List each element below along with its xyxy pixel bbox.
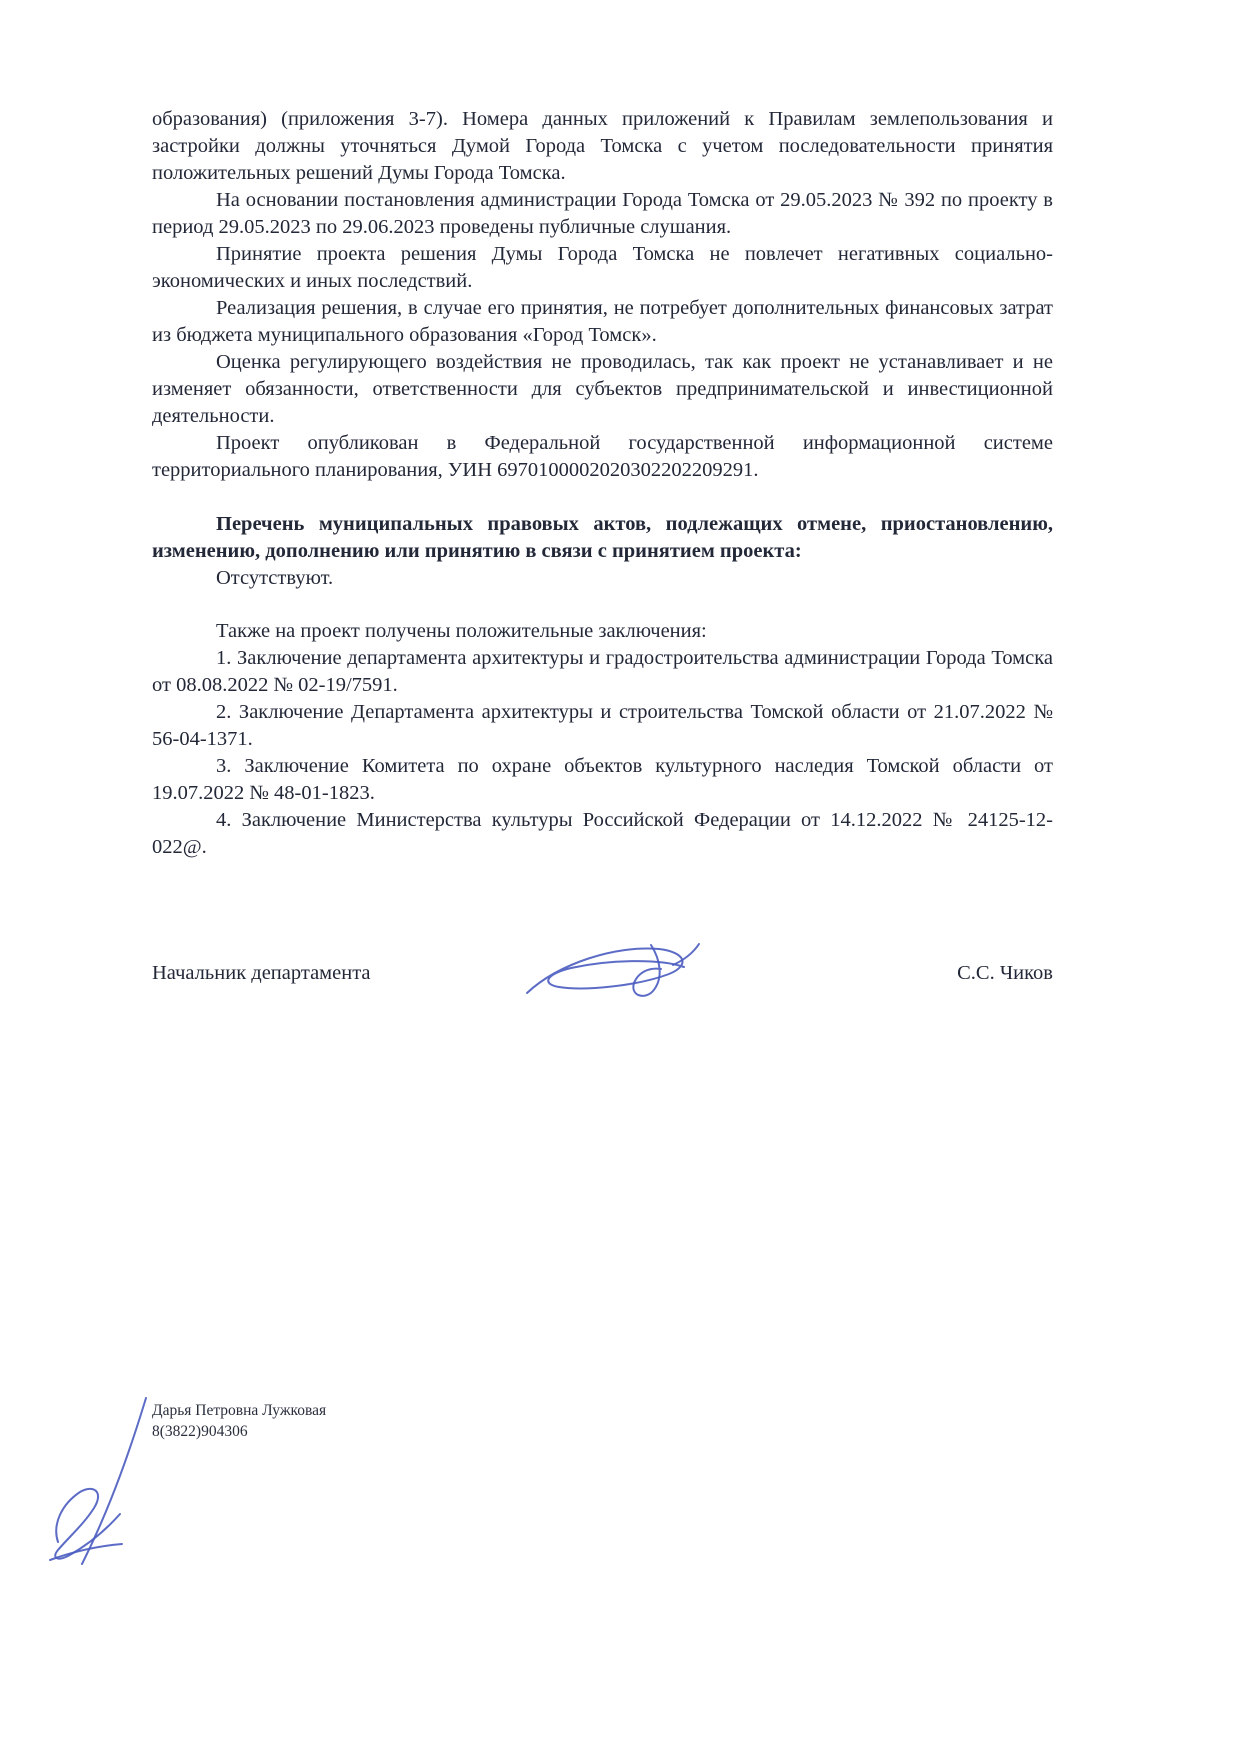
signer-position-title: Начальник департамента [152, 961, 371, 984]
body-paragraph: Реализация решения, в случае его принятия, не потребует дополнительных финансовых затрат из бюджета муниципального образования «Город Томск». [152, 297, 1053, 346]
executor-phone: 8(3822)904306 [152, 1423, 248, 1440]
conclusion-item: 4. Заключение Министерства культуры Российской Федерации от 14.12.2022 № 24125-12-022@. [152, 809, 1053, 858]
body-paragraph: Принятие проекта решения Думы Города Томска не повлечет негативных социально-экономических и иных последствий. [152, 243, 1053, 292]
conclusion-item: 3. Заключение Комитета по охране объектов культурного наследия Томской области от 19.07.2022 № 48-01-1823. [152, 755, 1053, 804]
body-paragraph: Оценка регулирующего воздействия не проводилась, так как проект не устанавливает и не изменяет обязанности, ответственности для субъектов предпринимательской и инвестиционной деятельности. [152, 351, 1053, 427]
document-body [152, 106, 1053, 1009]
signer-name: С.С. Чиков [957, 961, 1053, 984]
conclusion-item: 1. Заключение департамента архитектуры и градостроительства администрации Города Томска от 08.08.2022 № 02-19/7591. [152, 647, 1053, 696]
body-paragraph: образования) (приложения 3-7). Номера данных приложений к Правилам землепользования и застройки должны уточняться Думой Города Томска с учетом последовательности принятия положительных решений Думы Города Томска. [152, 108, 1053, 184]
body-paragraph: На основании постановления администрации Города Томска от 29.05.2023 № 392 по проекту в период 29.05.2023 по 29.06.2023 проведены публичные слушания. [152, 189, 1053, 238]
handwritten-signature [519, 937, 709, 1009]
executor-handwritten-initials [28, 1392, 168, 1572]
conclusion-item: 2. Заключение Департамента архитектуры и строительства Томской области от 21.07.2022 № 56-04-1371. [152, 701, 1053, 750]
executor-block [152, 1400, 326, 1442]
repeal-heading: Перечень муниципальных правовых актов, подлежащих отмене, приостановлению, изменению, дополнению или принятию в связи с принятием проекта: [152, 513, 1053, 562]
signature-row [152, 937, 1053, 1009]
repeal-answer: Отсутствуют. [216, 567, 334, 589]
conclusions-intro: Также на проект получены положительные заключения: [216, 620, 707, 642]
body-paragraph: Проект опубликован в Федеральной государственной информационной системе территориального планирования, УИН 6970100002020302202209291. [152, 432, 1053, 481]
executor-name: Дарья Петровна Лужковая [152, 1402, 327, 1419]
